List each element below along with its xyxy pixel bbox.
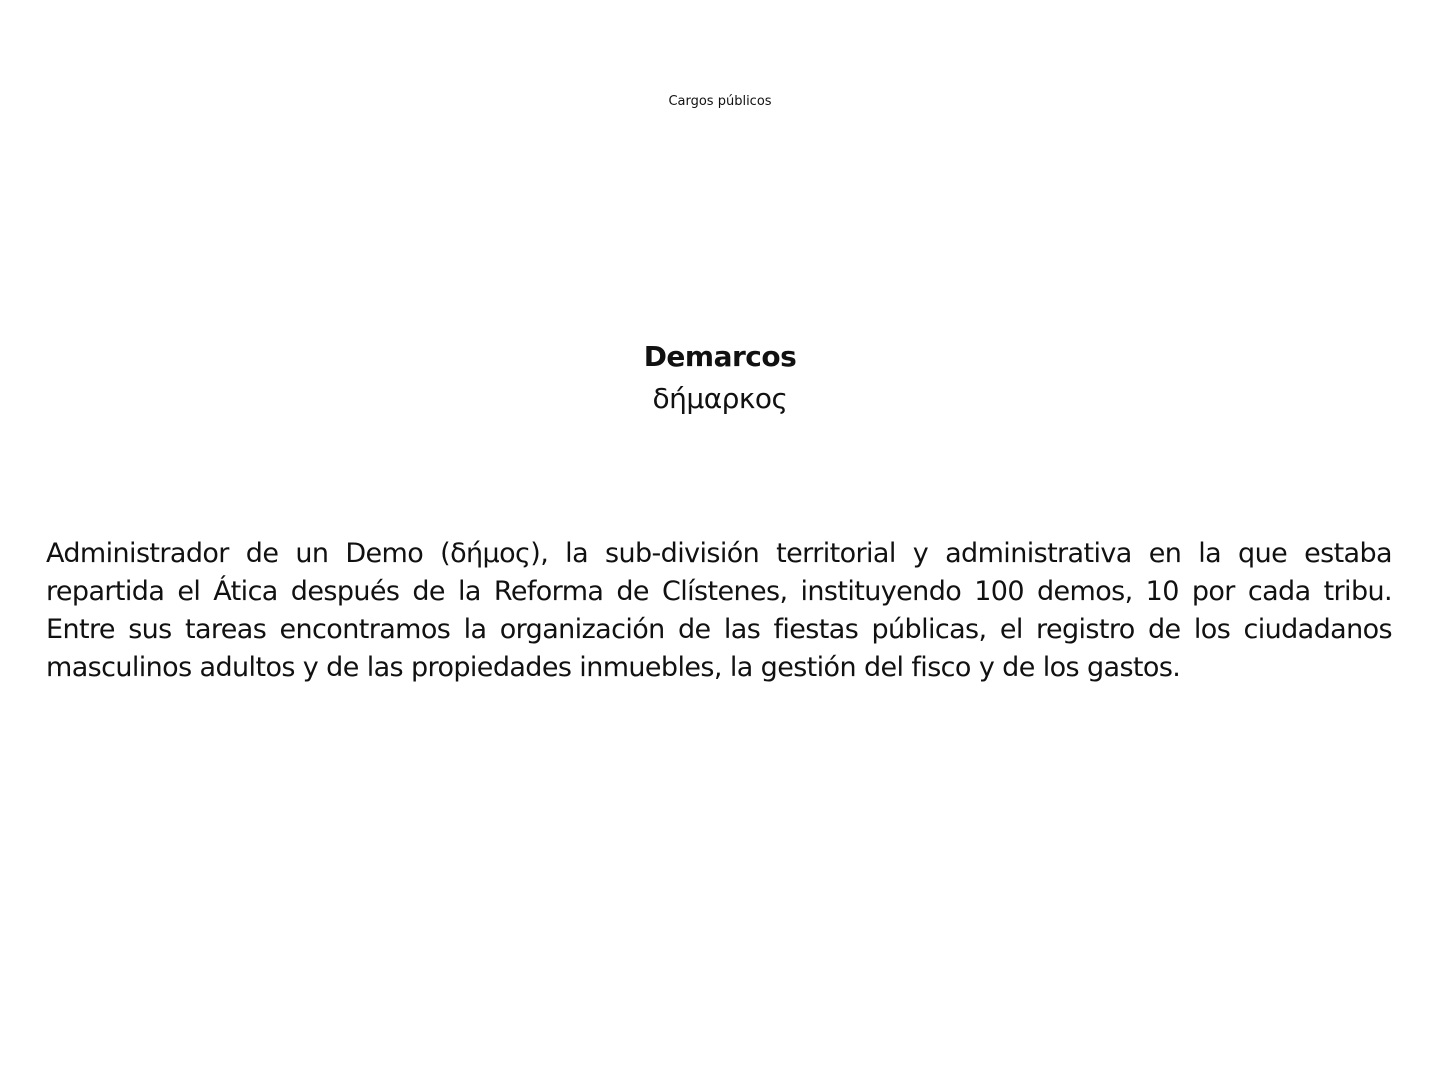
entry-title: Demarcos	[643, 340, 797, 373]
entry-description: Administrador de un Demo (δήμος), la sub-división territorial y administrativa en la que estaba repartida el Ática después de la Reforma de Clístenes, instituyendo 100 demos, 10 por cada tribu. Entre sus tareas encontramos la organización de las fiestas públicas, el registro de los ciudadanos masculinos adultos y de las propiedades inmuebles, la gestión del fisco y de los gastos.	[46, 538, 1408, 683]
entry-greek-term: δήμαρκος	[652, 382, 788, 415]
page-header: Cargos públicos	[668, 94, 772, 109]
entry-title-block	[0, 338, 1440, 422]
